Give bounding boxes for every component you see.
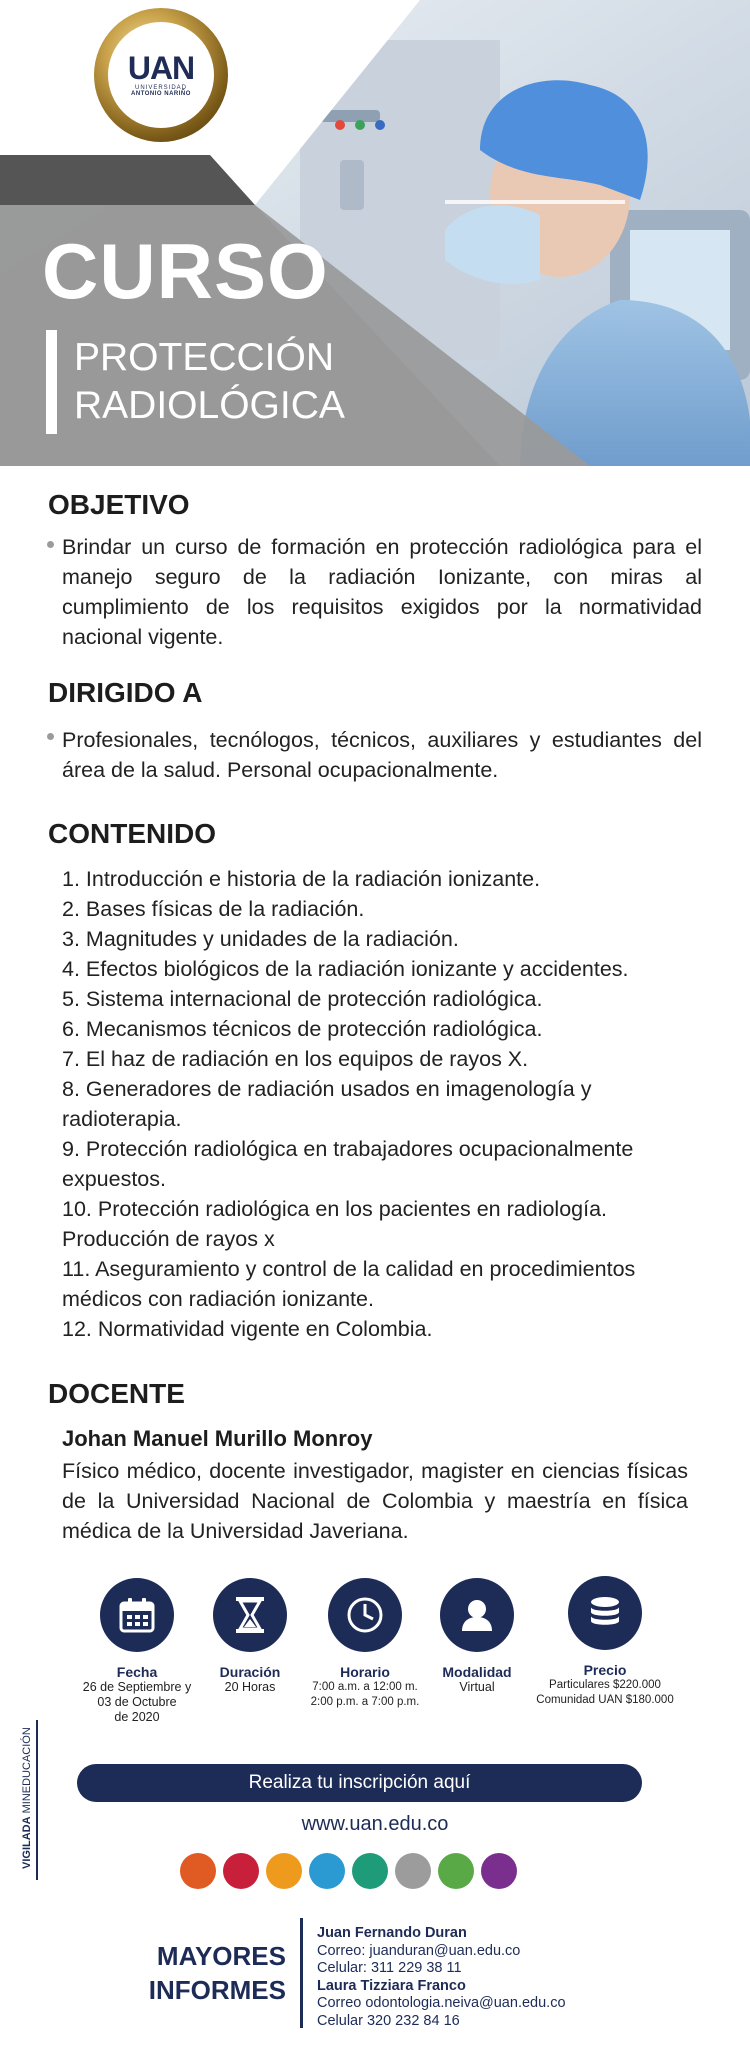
- color-dot: [438, 1853, 474, 1889]
- logo-text: UAN: [127, 50, 195, 86]
- fecha-line3: de 2020: [114, 1710, 160, 1724]
- contact-name-2: Laura Tizziara Franco: [317, 1977, 466, 1994]
- fecha-label: Fecha: [116, 1664, 158, 1680]
- horario-line2: 2:00 p.m. a 7:00 p.m.: [310, 1696, 420, 1708]
- list-item: 4. Efectos biológicos de la radiación ionizante y accidentes.: [62, 957, 629, 981]
- vigilada-mineducacion: [14, 1720, 40, 1880]
- contact-email-2[interactable]: Correo odontologia.neiva@uan.edu.co: [317, 1995, 566, 2011]
- course-subtitle-line2: RADIOLÓGICA: [74, 384, 345, 427]
- color-dot: [180, 1853, 216, 1889]
- modalidad-label: Modalidad: [442, 1664, 512, 1680]
- fecha-line2: 03 de Octubre: [97, 1695, 177, 1709]
- contact-phone-2: Celular 320 232 84 16: [317, 2012, 460, 2029]
- title-accent-bar: [46, 330, 57, 434]
- mayores-informes: [140, 1939, 286, 2007]
- docente-name: Johan Manuel Murillo Monroy: [62, 1426, 373, 1451]
- vigilada-bold: VIGILADA: [21, 1816, 33, 1869]
- person-icon: [440, 1578, 514, 1652]
- contact-divider: [300, 1918, 303, 2028]
- mayores-line2: INFORMES: [148, 1975, 286, 2005]
- list-item: 5. Sistema internacional de protección radiológica.: [62, 987, 543, 1011]
- list-item: 12. Normatividad vigente en Colombia.: [62, 1317, 433, 1341]
- inscripcion-button[interactable]: Realiza tu inscripción aquí: [77, 1764, 642, 1802]
- color-dot: [309, 1853, 345, 1889]
- dirigido-text: Profesionales, tecnólogos, técnicos, auxiliares y estudiantes del área de la salud. Personal ocupacionalmente.: [62, 728, 702, 782]
- duracion-value: 20 Horas: [224, 1680, 276, 1694]
- docente-heading: DOCENTE: [48, 1378, 185, 1409]
- duracion-label: Duración: [219, 1664, 281, 1680]
- list-item: 3. Magnitudes y unidades de la radiación.: [62, 927, 459, 951]
- dirigido-heading: DIRIGIDO A: [48, 677, 203, 708]
- color-dot: [266, 1853, 302, 1889]
- precio-label: Precio: [583, 1662, 627, 1678]
- contact-info: [317, 1925, 566, 2030]
- list-item: 2. Bases físicas de la radiación.: [62, 897, 365, 921]
- precio-line1: Particulares $220.000: [549, 1679, 661, 1691]
- contenido-list: [62, 864, 702, 1344]
- list-item: 6. Mecanismos técnicos de protección radiológica.: [62, 1017, 543, 1041]
- header-banner: [0, 0, 750, 466]
- list-item: 10. Protección radiológica en los pacientes en radiología. Producción de rayos x: [62, 1197, 608, 1251]
- vigilada-line: [36, 1720, 38, 1880]
- color-dot: [481, 1853, 517, 1889]
- contact-email-1[interactable]: Correo: juanduran@uan.edu.co: [317, 1942, 521, 1959]
- contact-phone-1: Celular: 311 229 38 11: [317, 1960, 462, 1976]
- coins-icon: [568, 1576, 642, 1650]
- color-dot: [395, 1853, 431, 1889]
- hourglass-icon: [213, 1578, 287, 1652]
- list-item: 11. Aseguramiento y control de la calidad en procedimientos médicos con radiación ionizante.: [62, 1257, 636, 1311]
- color-dot: [352, 1853, 388, 1889]
- uan-logo: [94, 8, 228, 142]
- bullet-icon: [47, 733, 54, 740]
- vigilada-text: [21, 1719, 33, 1869]
- color-dot: [223, 1853, 259, 1889]
- course-subtitle-line1: PROTECCIÓN: [74, 336, 335, 379]
- list-item: 1. Introducción e historia de la radiación ionizante.: [62, 867, 541, 891]
- website-link[interactable]: www.uan.edu.co: [301, 1813, 449, 1835]
- course-subtitle: [74, 334, 345, 430]
- logo-subtext-name: ANTONIO NARIÑO: [131, 91, 191, 97]
- clock-icon: [328, 1578, 402, 1652]
- horario-line1: 7:00 a.m. a 12:00 m.: [312, 1681, 418, 1693]
- fecha-line1: 26 de Septiembre y: [82, 1680, 192, 1694]
- modalidad-value: Virtual: [459, 1680, 495, 1694]
- color-dots: [180, 1853, 517, 1889]
- course-title: CURSO: [42, 227, 329, 315]
- mayores-line1: MAYORES: [156, 1941, 286, 1971]
- objetivo-text: Brindar un curso de formación en protección radiológica para el manejo seguro de la radiación Ionizante, con miras al cumplimiento de los requisitos exigidos por la normatividad nacional vigente.: [62, 535, 702, 649]
- horario-label: Horario: [340, 1664, 390, 1680]
- objetivo-heading: OBJETIVO: [48, 489, 190, 520]
- precio-line2: Comunidad UAN $180.000: [536, 1694, 674, 1706]
- vigilada-rest: MINEDUCACIÓN: [21, 1727, 33, 1817]
- calendar-icon: [100, 1578, 174, 1652]
- docente-description: Físico médico, docente investigador, magister en ciencias físicas de la Universidad Nacional de Colombia y maestría en física médica de la Universidad Javeriana.: [62, 1459, 688, 1543]
- info-precio: [530, 1576, 680, 1708]
- contenido-heading: CONTENIDO: [48, 818, 216, 849]
- list-item: 9. Protección radiológica en trabajadores ocupacionalmente expuestos.: [62, 1137, 634, 1191]
- logo-subtext: UNIVERSIDAD: [134, 85, 187, 91]
- list-item: 8. Generadores de radiación usados en imagenología y radioterapia.: [62, 1077, 592, 1131]
- list-item: 7. El haz de radiación en los equipos de rayos X.: [62, 1047, 529, 1071]
- contact-name-1: Juan Fernando Duran: [317, 1925, 467, 1941]
- bullet-icon: [47, 541, 54, 548]
